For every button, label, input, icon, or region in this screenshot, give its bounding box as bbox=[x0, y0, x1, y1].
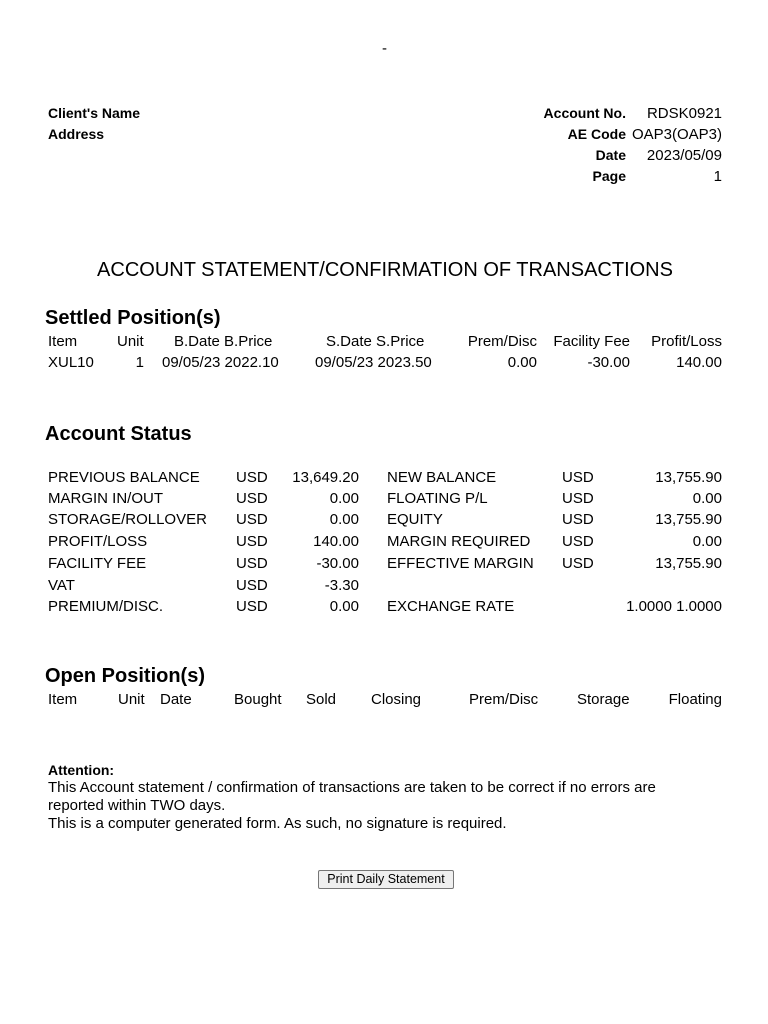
open-col-floating: Floating bbox=[668, 691, 722, 708]
status-value: 0.00 bbox=[329, 598, 359, 615]
open-col-closing: Closing bbox=[371, 691, 422, 708]
settled-row-pl: 140.00 bbox=[676, 354, 722, 371]
status-value: 13,755.90 bbox=[655, 511, 722, 528]
status-value: 0.00 bbox=[329, 511, 359, 528]
status-currency: USD bbox=[236, 511, 268, 528]
attention-line-1: This Account statement / confirmation of transactions are taken to be correct if no errors are bbox=[48, 779, 656, 796]
settled-col-item: Item bbox=[48, 333, 78, 350]
status-value: 0.00 bbox=[692, 533, 722, 550]
status-currency: USD bbox=[236, 577, 268, 594]
status-value: 13,755.90 bbox=[655, 469, 722, 486]
open-col-sold: Sold bbox=[306, 691, 337, 708]
status-currency: USD bbox=[236, 469, 268, 486]
settled-heading: Settled Position(s) bbox=[45, 307, 221, 329]
status-label: PREMIUM/DISC. bbox=[48, 598, 164, 615]
open-col-item: Item bbox=[48, 691, 78, 708]
account-no-label: Account No. bbox=[543, 105, 626, 121]
status-value: 0.00 bbox=[329, 490, 359, 507]
attention-line-3: This is a computer generated form. As such, no signature is required. bbox=[48, 815, 507, 832]
address-label: Address bbox=[48, 126, 105, 142]
status-value: 140.00 bbox=[313, 533, 359, 550]
print-daily-statement-button[interactable]: Print Daily Statement bbox=[318, 870, 454, 889]
settled-col-pl: Profit/Loss bbox=[651, 333, 722, 350]
page-title: ACCOUNT STATEMENT/CONFIRMATION OF TRANSACTIONS bbox=[97, 259, 673, 281]
status-currency: USD bbox=[562, 469, 594, 486]
ae-code-label: AE Code bbox=[567, 126, 626, 142]
status-currency: USD bbox=[236, 533, 268, 550]
status-currency: USD bbox=[562, 533, 594, 550]
settled-col-bdate: B.Date B.Price bbox=[174, 333, 273, 350]
settled-row-sdate: 09/05/23 2023.50 bbox=[315, 354, 432, 371]
ae-code-value: OAP3(OAP3) bbox=[631, 126, 722, 143]
status-value: 13,649.20 bbox=[292, 469, 359, 486]
status-label: EFFECTIVE MARGIN bbox=[387, 555, 534, 572]
status-label: MARGIN REQUIRED bbox=[387, 533, 531, 550]
settled-col-sdate: S.Date S.Price bbox=[326, 333, 425, 350]
status-value: -3.30 bbox=[324, 577, 359, 594]
open-col-unit: Unit bbox=[118, 691, 145, 708]
attention-label: Attention: bbox=[48, 762, 115, 778]
attention-line-2: reported within TWO days. bbox=[48, 797, 226, 814]
status-value: 13,755.90 bbox=[655, 555, 722, 572]
date-label: Date bbox=[595, 147, 626, 163]
status-label: FLOATING P/L bbox=[387, 490, 488, 507]
status-currency: USD bbox=[562, 555, 594, 572]
account-status-heading: Account Status bbox=[45, 423, 192, 445]
status-label: PROFIT/LOSS bbox=[48, 533, 148, 550]
settled-row-unit: 1 bbox=[135, 354, 144, 371]
status-label: PREVIOUS BALANCE bbox=[48, 469, 200, 486]
status-currency: USD bbox=[236, 490, 268, 507]
status-value: 0.00 bbox=[692, 490, 722, 507]
settled-row-prem: 0.00 bbox=[507, 354, 537, 371]
exchange-rate-label: EXCHANGE RATE bbox=[387, 598, 515, 615]
client-name-label: Client's Name bbox=[48, 105, 141, 121]
date-value: 2023/05/09 bbox=[646, 147, 722, 164]
open-col-storage: Storage bbox=[577, 691, 630, 708]
status-label: NEW BALANCE bbox=[387, 469, 497, 486]
account-no-value: RDSK0921 bbox=[646, 105, 722, 122]
status-label: MARGIN IN/OUT bbox=[48, 490, 163, 507]
open-col-date: Date bbox=[160, 691, 192, 708]
exchange-rate-value: 1.0000 1.0000 bbox=[626, 598, 722, 615]
settled-row-item: XUL10 bbox=[48, 354, 94, 371]
settled-col-unit: Unit bbox=[117, 333, 144, 350]
top-mark: - bbox=[382, 40, 387, 57]
status-label: EQUITY bbox=[387, 511, 443, 528]
settled-row-fee: -30.00 bbox=[587, 354, 630, 371]
open-col-bought: Bought bbox=[234, 691, 282, 708]
status-currency: USD bbox=[562, 511, 594, 528]
status-currency: USD bbox=[562, 490, 594, 507]
status-label: FACILITY FEE bbox=[48, 555, 147, 572]
open-col-prem: Prem/Disc bbox=[469, 691, 539, 708]
status-value: -30.00 bbox=[316, 555, 359, 572]
settled-row-bdate: 09/05/23 2022.10 bbox=[162, 354, 279, 371]
page-label: Page bbox=[592, 168, 626, 184]
status-label: STORAGE/ROLLOVER bbox=[48, 511, 207, 528]
page-value: 1 bbox=[713, 168, 722, 185]
open-heading: Open Position(s) bbox=[45, 665, 205, 687]
settled-col-fee: Facility Fee bbox=[553, 333, 630, 350]
settled-col-prem: Prem/Disc bbox=[467, 333, 537, 350]
status-label: VAT bbox=[48, 577, 75, 594]
status-currency: USD bbox=[236, 555, 268, 572]
status-currency: USD bbox=[236, 598, 268, 615]
